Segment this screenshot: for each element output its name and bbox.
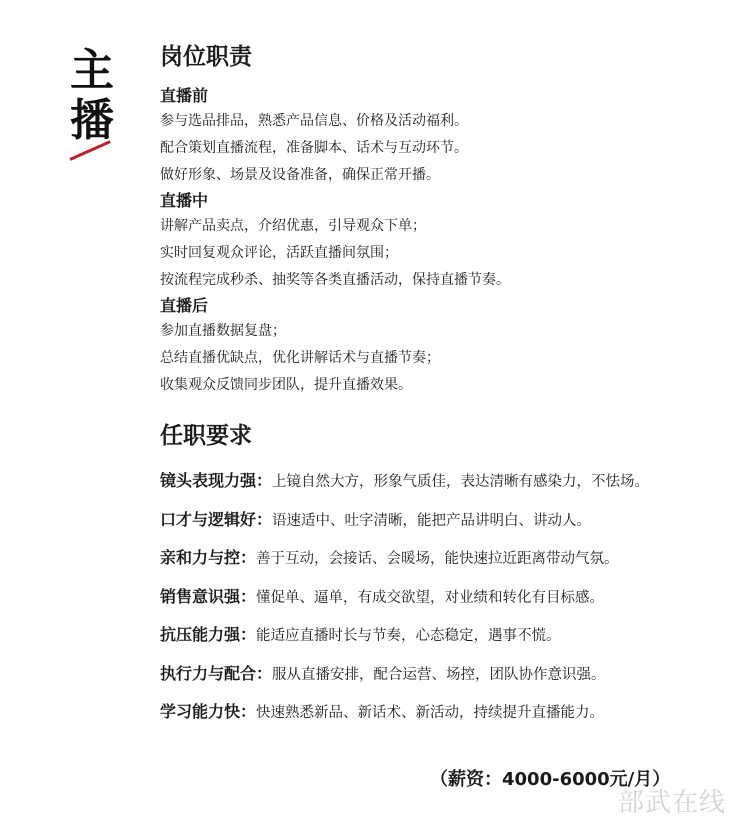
requirement-item	[160, 702, 740, 741]
requirement-label: 口才与逻辑好：	[160, 509, 273, 529]
duties-heading: 岗位职责	[160, 44, 252, 70]
vertical-title-char-1: 主	[70, 45, 114, 96]
duty-item: 总结直播优缺点，优化讲解话术与直播节奏；	[160, 350, 440, 366]
requirement-label: 抗压能力强：	[160, 625, 257, 644]
duty-item: 配合策划直播流程，准备脚本、话术与互动环节。	[160, 140, 468, 156]
requirement-label: 执行力与配合：	[160, 663, 273, 683]
duty-item: 做好形象、场景及设备准备，确保正常开播。	[160, 167, 440, 183]
requirements-heading: 任职要求	[160, 423, 252, 449]
requirement-text: 懂促单、逼单，有成交欲望，对业绩和转化有目标感。	[256, 589, 605, 606]
watermark: 部武在线	[618, 788, 727, 818]
duty-group-title: 直播前	[160, 86, 209, 105]
requirement-text: 快速熟悉新品、新话术、新活动，持续提升直播能力。	[256, 705, 605, 721]
duty-group-title: 直播中	[160, 191, 209, 210]
requirement-item	[160, 510, 740, 549]
duty-item: 参与选品排品，熟悉产品信息、价格及活动福利。	[160, 113, 468, 129]
duty-item: 收集观众反馈同步团队，提升直播效果。	[160, 377, 412, 393]
requirement-text: 语速适中、吐字清晰，能把产品讲明白、讲动人。	[272, 512, 592, 529]
requirement-item	[160, 664, 740, 703]
vertical-title-char-2: 播	[70, 95, 114, 146]
duty-group-after	[160, 294, 740, 399]
duty-item: 参加直播数据复盘；	[160, 323, 286, 339]
requirement-label: 镜头表现力强：	[160, 471, 273, 490]
duty-item: 讲解产品卖点，介绍优惠，引导观众下单；	[160, 218, 426, 234]
duty-item: 按流程完成秒杀、抽奖等各类直播活动，保持直播节奏。	[160, 272, 510, 288]
vertical-title	[66, 46, 118, 146]
requirement-item	[160, 625, 740, 664]
requirement-text: 服从直播安排，配合运营、场控，团队协作意识强。	[272, 666, 606, 683]
salary-text: （薪资：4000-6000元/月）	[430, 769, 671, 790]
requirement-item	[160, 471, 740, 510]
duty-group-before	[160, 84, 740, 189]
requirement-label: 销售意识强：	[160, 586, 257, 606]
duty-group-during	[160, 189, 740, 294]
requirement-item	[160, 548, 740, 587]
requirement-text: 能适应直播时长与节奏，心态稳定，遇事不慌。	[256, 628, 561, 644]
requirement-item	[160, 587, 740, 626]
duty-item: 实时回复观众评论，活跃直播间氛围；	[160, 245, 398, 261]
requirements-list	[160, 471, 740, 741]
requirement-text: 上镜自然大方，形象气质佳，表达清晰有感染力，不怯场。	[272, 474, 650, 490]
requirement-label: 亲和力与控：	[160, 548, 257, 567]
requirement-text: 善于互动，会接话、会暖场，能快速拉近距离带动气氛。	[256, 551, 619, 567]
duty-group-title: 直播后	[160, 296, 209, 315]
requirement-label: 学习能力快：	[160, 702, 257, 721]
duties-section	[160, 84, 740, 399]
main-content	[160, 40, 740, 741]
